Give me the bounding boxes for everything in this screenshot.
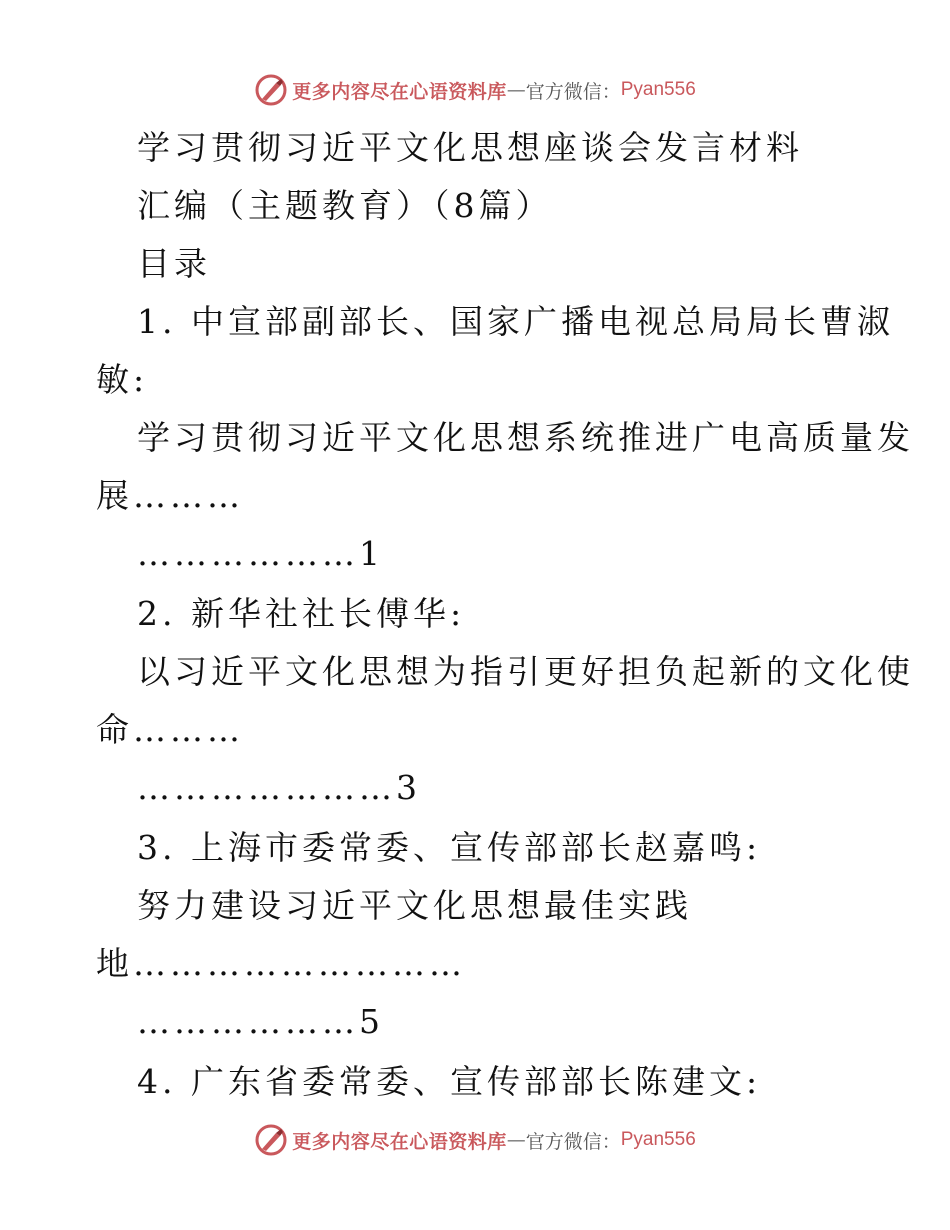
pen-logo-icon bbox=[254, 1123, 288, 1157]
banner-separator: — bbox=[506, 1129, 526, 1151]
pen-logo-icon bbox=[254, 73, 288, 107]
toc-entry-3-title: 3. 上海市委常委、宣传部部长赵嘉鸣: bbox=[137, 828, 762, 867]
toc-entry-1-title-cont: 敏: bbox=[96, 360, 149, 399]
toc-entry-2-subtitle: 以习近平文化思想为指引更好担负起新的文化使 bbox=[137, 652, 914, 691]
header-watermark bbox=[0, 70, 950, 110]
toc-entry-2-subtitle-cont: 命……… bbox=[96, 710, 244, 749]
banner-text: 更多内容尽在心语资料库 bbox=[292, 1130, 507, 1153]
toc-entry-3-subtitle: 努力建设习近平文化思想最佳实践 bbox=[137, 886, 692, 925]
toc-entry-3-subtitle-cont: 地……………………… bbox=[96, 944, 466, 983]
banner-wechat-id: Pyan556 bbox=[620, 1129, 696, 1150]
banner-wechat-label: 官方微信： bbox=[525, 80, 621, 103]
banner-wechat-id: Pyan556 bbox=[620, 79, 696, 100]
toc-entry-2-page: …………………3 bbox=[137, 768, 421, 807]
footer-watermark bbox=[0, 1120, 950, 1160]
toc-entry-1-page: ………………1 bbox=[137, 534, 384, 573]
toc-entry-1-subtitle-cont: 展……… bbox=[96, 476, 244, 515]
toc-entry-3-page: ………………5 bbox=[137, 1002, 384, 1041]
doc-title-line-2: 汇编（主题教育）（8篇） bbox=[137, 186, 553, 225]
toc-entry-4-title: 4. 广东省委常委、宣传部部长陈建文: bbox=[137, 1062, 762, 1101]
toc-entry-1-subtitle: 学习贯彻习近平文化思想系统推进广电高质量发 bbox=[137, 418, 914, 457]
doc-title-line-1: 学习贯彻习近平文化思想座谈会发言材料 bbox=[137, 128, 803, 167]
banner-wechat-label: 官方微信： bbox=[525, 1130, 621, 1153]
banner-text: 更多内容尽在心语资料库 bbox=[292, 80, 507, 103]
toc-heading: 目录 bbox=[137, 244, 211, 283]
toc-entry-2-title: 2. 新华社社长傅华: bbox=[137, 594, 466, 633]
banner-separator: — bbox=[506, 79, 526, 101]
toc-entry-1-title: 1. 中宣部副部长、国家广播电视总局局长曹淑 bbox=[137, 302, 894, 341]
